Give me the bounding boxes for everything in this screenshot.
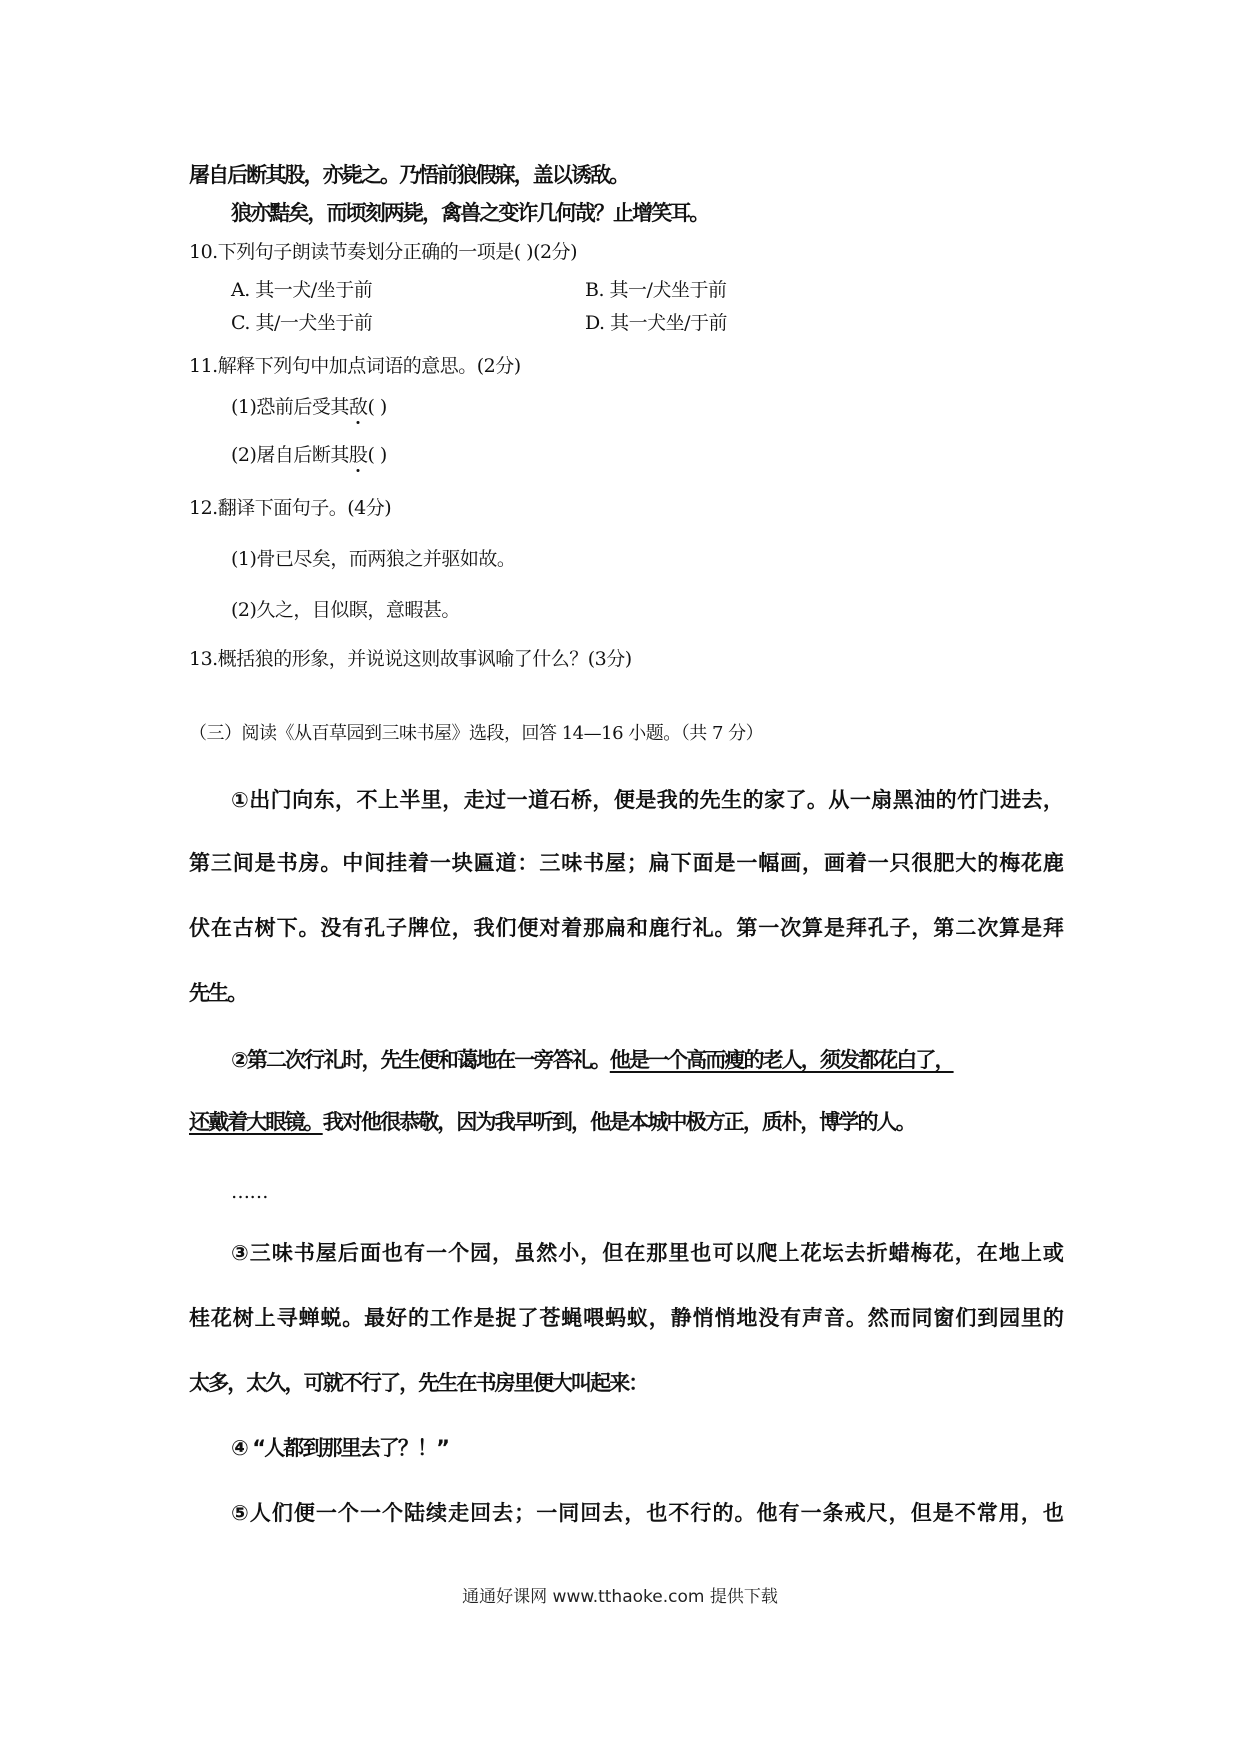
paragraph-3-line: ③三味书屋后面也有一个园，虽然小，但在那里也可以爬上花坛去折蜡梅花，在地上或 xyxy=(231,1241,1062,1265)
section-heading: （三）阅读《从百草园到三味书屋》选段，回答 14—16 小题。（共 7 分） xyxy=(189,723,764,744)
paragraph-2-line xyxy=(231,1047,954,1073)
paragraph-3-line: 太多，太久，可就不行了，先生在书房里便大叫起来： xyxy=(189,1371,648,1395)
item-text: (1)恐前后受其 xyxy=(231,396,349,418)
paragraph-1-line: 先生。 xyxy=(189,981,247,1005)
ellipsis: …… xyxy=(231,1181,268,1203)
paragraph-5-line: ⑤人们便一个一个陆续走回去；一同回去，也不行的。他有一条戒尺，但是不常用，也 xyxy=(231,1501,1062,1525)
question-12-item: (2)久之，目似瞑，意暇甚。 xyxy=(231,599,460,621)
question-13: 13.概括狼的形象，并说说这则故事讽喻了什么？(3分) xyxy=(189,648,632,670)
passage-line: 狼亦黠矣，而顷刻两毙，禽兽之变诈几何哉？止增笑耳。 xyxy=(231,201,709,225)
answer-blank: ( ) xyxy=(367,444,387,466)
dotted-word: 股 xyxy=(348,444,368,466)
option-c: C. 其/一犬坐于前 xyxy=(231,312,373,334)
text: 我对他很恭敬，因为我早听到，他是本城中极方正，质朴，博学的人。 xyxy=(322,1110,915,1134)
underlined-sentence: 还戴着大眼镜。 xyxy=(189,1110,323,1134)
option-a: A. 其一犬/坐于前 xyxy=(231,279,373,301)
option-d: D. 其一犬坐/于前 xyxy=(585,312,728,334)
page-footer: 通通好课网 www.tthaoke.com 提供下载 xyxy=(462,1587,778,1607)
dotted-word: 敌 xyxy=(348,396,368,418)
passage-line: 屠自后断其股，亦毙之。乃悟前狼假寐，盖以诱敌。 xyxy=(189,163,629,187)
underlined-sentence: 他是一个高而瘦的老人，须发都花白了， xyxy=(609,1048,954,1072)
question-11-item xyxy=(231,394,387,420)
text: ②第二次行礼时，先生便和蔼地在一旁答礼。 xyxy=(231,1048,610,1072)
paragraph-4: ④ “人都到那里去了？！” xyxy=(231,1436,448,1460)
question-10: 10.下列句子朗读节奏划分正确的一项是( )(2分) xyxy=(189,241,577,263)
paragraph-3-line: 桂花树上寻蝉蜕。最好的工作是捉了苍蝇喂蚂蚁，静悄悄地没有声音。然而同窗们到园里的 xyxy=(189,1306,1062,1330)
paragraph-2-line xyxy=(189,1109,915,1135)
paragraph-1-line: 第三间是书房。中间挂着一块匾道：三味书屋；扁下面是一幅画，画着一只很肥大的梅花鹿 xyxy=(189,851,1062,875)
item-text: (2)屠自后断其 xyxy=(231,444,349,466)
paragraph-1-line: 伏在古树下。没有孔子牌位，我们便对着那扁和鹿行礼。第一次算是拜孔子，第二次算是拜 xyxy=(189,916,1062,940)
option-b: B. 其一/犬坐于前 xyxy=(585,279,727,301)
question-12: 12.翻译下面句子。(4分) xyxy=(189,497,392,519)
question-11-item xyxy=(231,442,387,468)
answer-blank: ( ) xyxy=(367,396,387,418)
paragraph-1-line: ①出门向东，不上半里，走过一道石桥，便是我的先生的家了。从一扇黑油的竹门进去， xyxy=(231,788,1062,812)
question-11: 11.解释下列句中加点词语的意思。(2分) xyxy=(189,355,521,377)
question-12-item: (1)骨已尽矣，而两狼之并驱如故。 xyxy=(231,548,516,570)
